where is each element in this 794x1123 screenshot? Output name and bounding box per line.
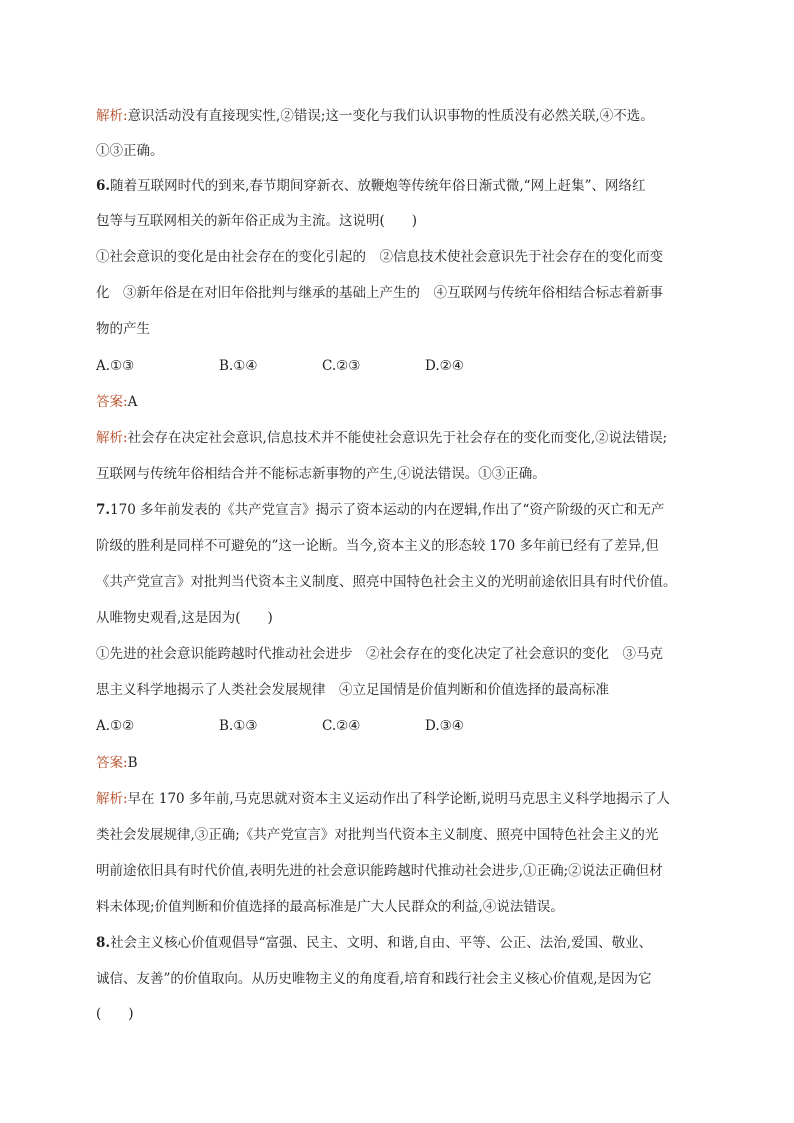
option-c: C.②④ — [322, 718, 361, 734]
question-8-stem: 8.社会主义核心价值观倡导“富强、民主、文明、和谐,自由、平等、公正、法治,爱国、敬业、 — [96, 935, 653, 951]
question-6-stem: 包等与互联网相关的新年俗正成为主流。这说明( ) — [96, 213, 418, 229]
analysis-label: 解析: — [96, 791, 128, 807]
analysis-label: 解析: — [96, 108, 128, 124]
question-number: 8. — [96, 935, 111, 951]
question-7-stem: 7.170 多年前发表的《共产党宣言》揭示了资本运动的内在逻辑,作出了“资产阶级的灭亡和无产 — [96, 502, 665, 518]
question-6-statements: 化 ③新年俗是在对旧年俗批判与继承的基础上产生的 ④互联网与传统年俗相结合标志着新事 — [96, 285, 663, 301]
question-number: 6. — [96, 178, 111, 194]
option-b: B.①③ — [219, 718, 258, 734]
analysis-line: 料未体现;价值判断和价值选择的最高标准是广大人民群众的利益,④说法错误。 — [96, 899, 564, 915]
question-6-statements: ①社会意识的变化是由社会存在的变化引起的 ②信息技术使社会意识先于社会存在的变化而变 — [96, 249, 663, 265]
analysis-line: 解析:早在 170 多年前,马克思就对资本主义运动作出了科学论断,说明马克思主义科学地揭示了人 — [96, 791, 670, 807]
option-c: C.②③ — [322, 358, 361, 374]
answer-label: 答案: — [96, 755, 128, 771]
question-6-stem: 6.随着互联网时代的到来,春节期间穿新衣、放鞭炮等传统年俗日渐式微,“网上赶集”、网络红 — [96, 178, 646, 194]
option-d: D.③④ — [425, 718, 464, 734]
option-b: B.①④ — [219, 358, 258, 374]
analysis-line: 互联网与传统年俗相结合并不能标志新事物的产生,④说法错误。①③正确。 — [96, 466, 546, 482]
analysis-line: ①③正确。 — [96, 143, 164, 159]
option-d: D.②④ — [425, 358, 464, 374]
analysis-line: 明前途依旧具有时代价值,表明先进的社会意识能跨越时代推动社会进步,①正确;②说法正确但材 — [96, 863, 663, 879]
answer-label: 答案: — [96, 394, 128, 410]
question-7-stem: 阶级的胜利是同样不可避免的”这一论断。当今,资本主义的形态较 170 多年前已经有了差异,但 — [96, 538, 659, 554]
answer-line: 答案:A — [96, 394, 138, 410]
question-7-stem: 从唯物史观看,这是因为( ) — [96, 610, 273, 626]
question-7-statements: 思主义科学地揭示了人类社会发展规律 ④立足国情是价值判断和价值选择的最高标准 — [96, 682, 609, 698]
question-7-stem: 《共产党宣言》对批判当代资本主义制度、照亮中国特色社会主义的光明前途依旧具有时代价值。 — [96, 574, 677, 590]
answer-line: 答案:B — [96, 755, 138, 771]
analysis-line: 解析:社会存在决定社会意识,信息技术并不能使社会意识先于社会存在的变化而变化,②说法错误; — [96, 430, 668, 446]
question-8-stem: ( ) — [96, 1006, 134, 1022]
question-8-stem: 诚信、友善”的价值取向。从历史唯物主义的角度看,培育和践行社会主义核心价值观,是因为它 — [96, 971, 652, 987]
question-number: 7. — [96, 502, 111, 518]
option-a: A.①② — [96, 718, 135, 734]
analysis-line: 解析:意识活动没有直接现实性,②错误;这一变化与我们认识事物的性质没有必然关联,④不选。 — [96, 108, 654, 124]
question-7-statements: ①先进的社会意识能跨越时代推动社会进步 ②社会存在的变化决定了社会意识的变化 ③马克 — [96, 646, 663, 662]
question-6-statements: 物的产生 — [96, 321, 150, 337]
analysis-line: 类社会发展规律,③正确;《共产党宣言》对批判当代资本主义制度、照亮中国特色社会主义的光 — [96, 827, 659, 843]
analysis-label: 解析: — [96, 430, 128, 446]
option-a: A.①③ — [96, 358, 135, 374]
